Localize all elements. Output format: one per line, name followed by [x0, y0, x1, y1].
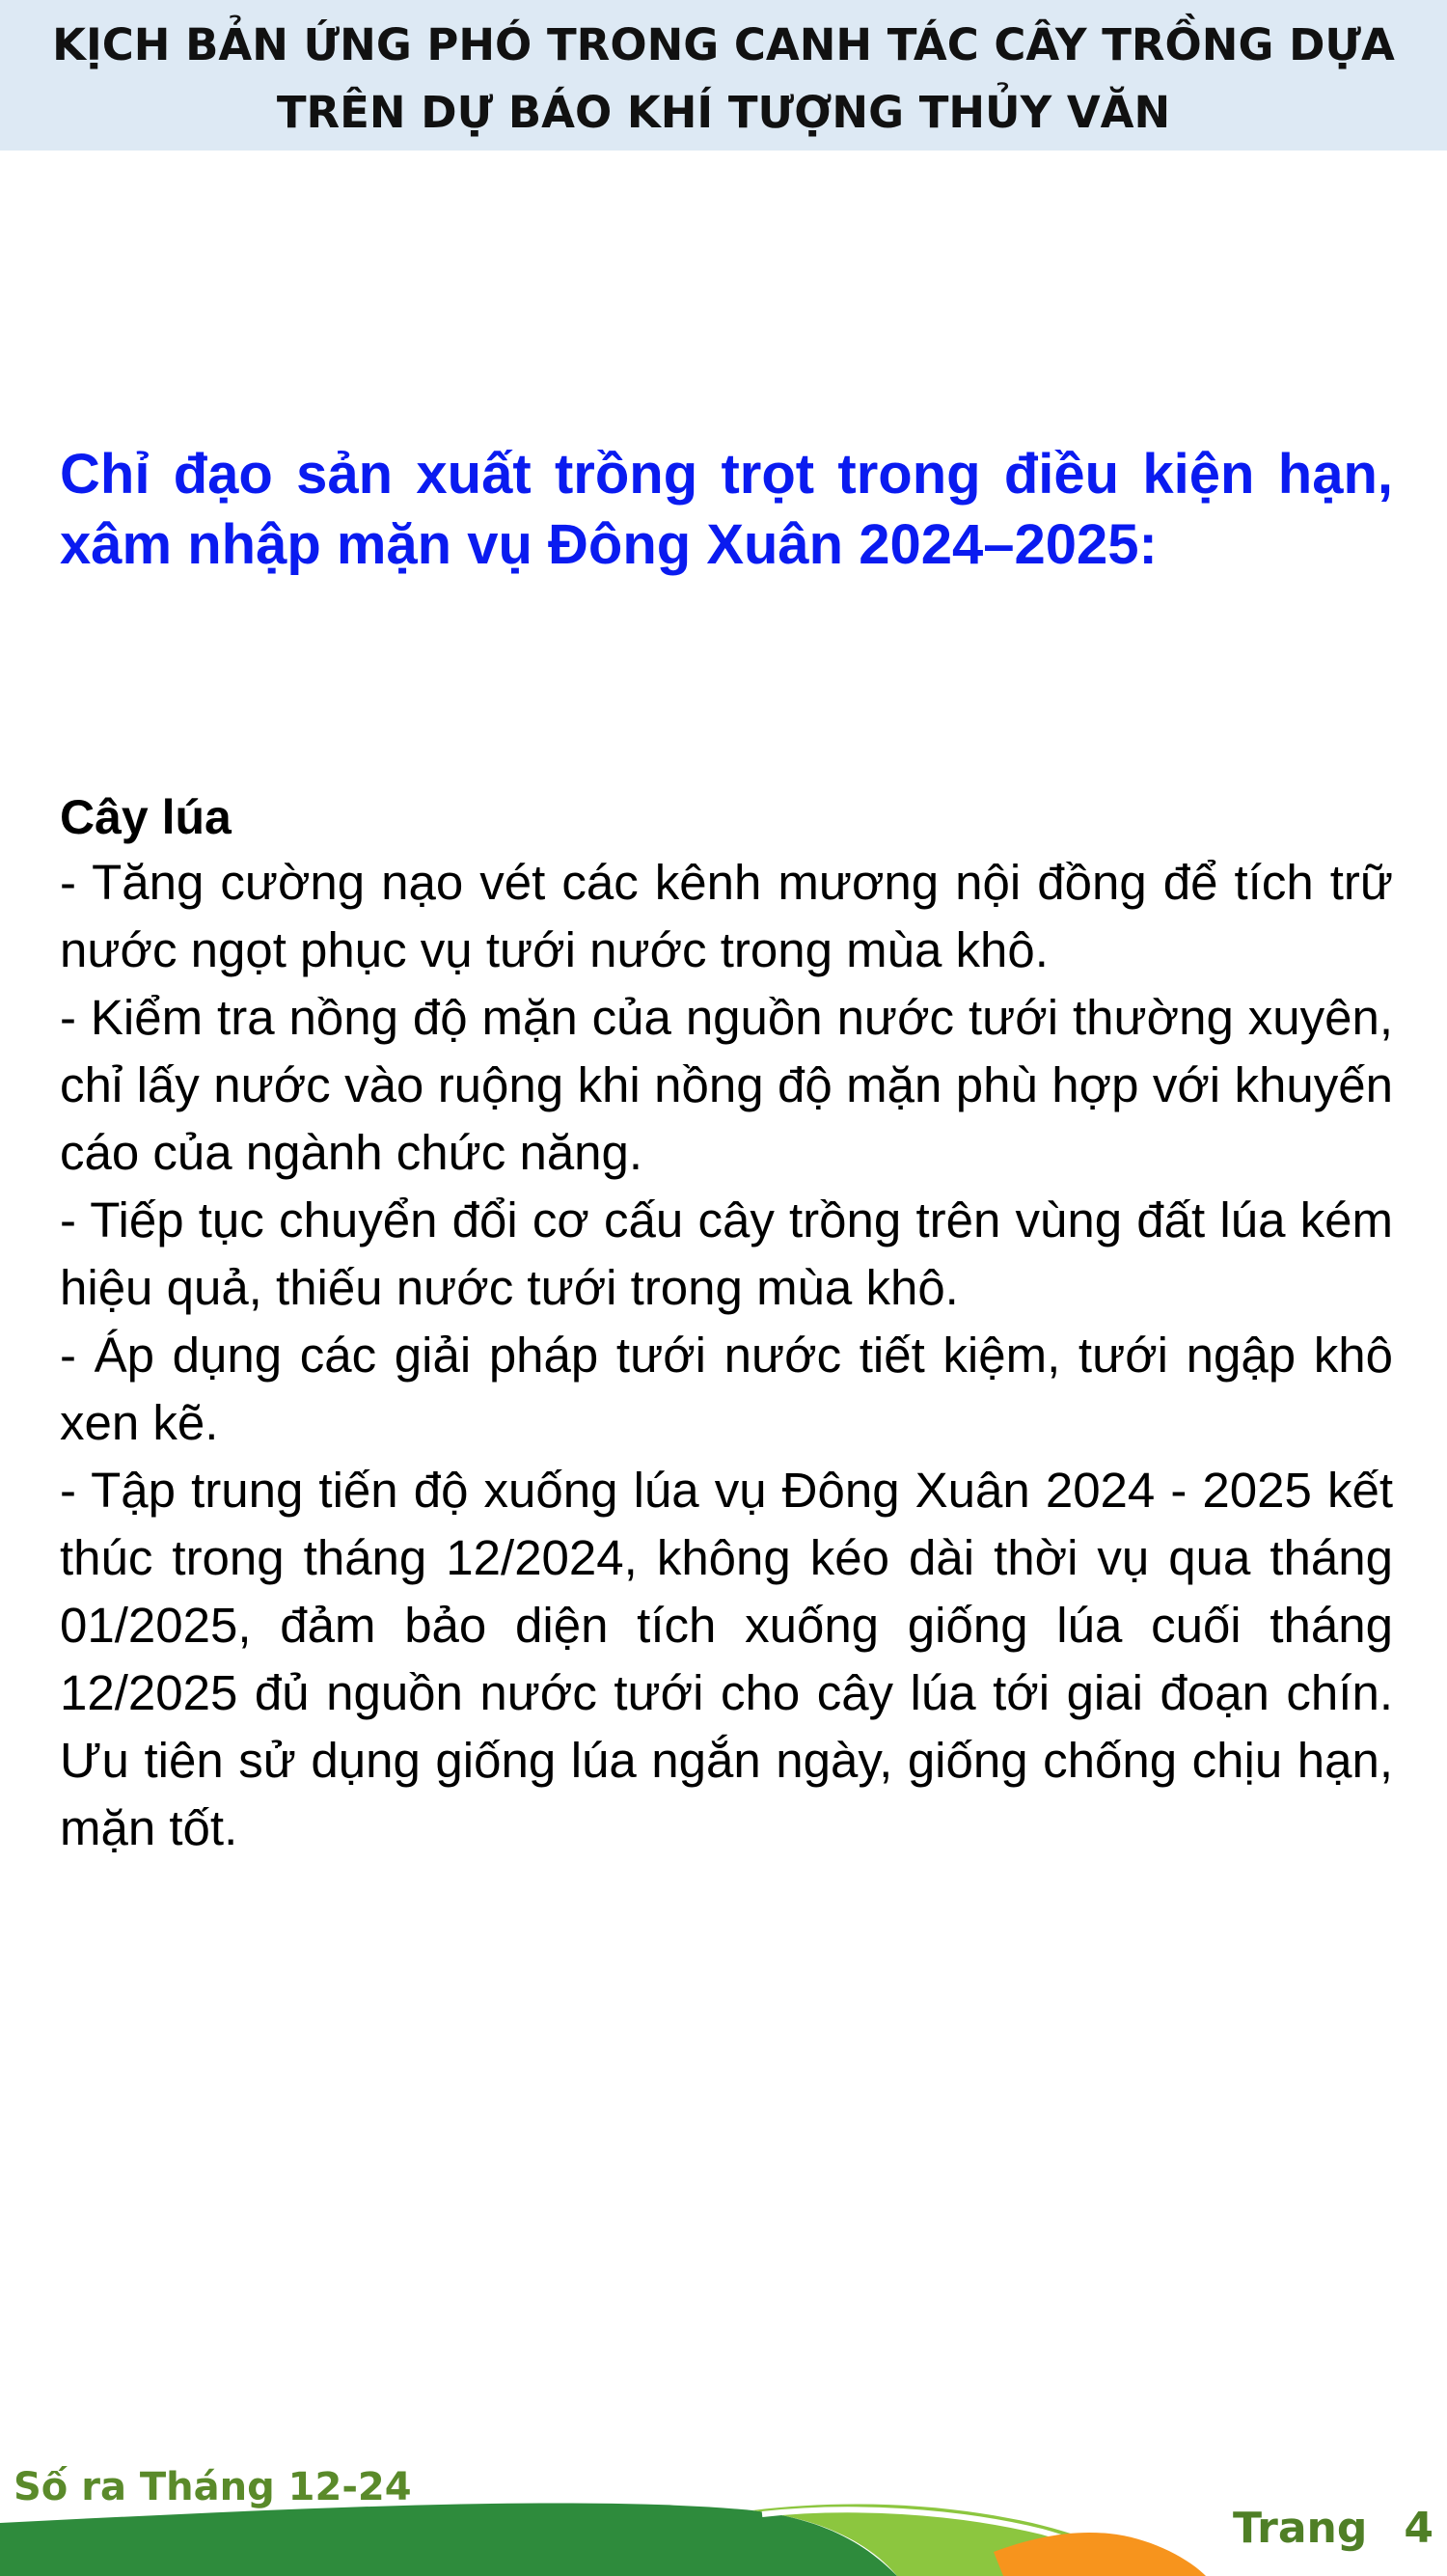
issue-label: Số ra Tháng 12-24	[14, 2465, 412, 2509]
page-number: 4	[1404, 2504, 1433, 2553]
page-number-block	[1233, 2497, 1433, 2561]
page-label: Trang	[1232, 2504, 1368, 2553]
guidance-item: - Kiểm tra nồng độ mặn của nguồn nước tưới thường xuyên, chỉ lấy nước vào ruộng khi nồng độ mặn phù hợp với khuyến cáo của ngành chức năng.	[60, 990, 1393, 1180]
header-title-line-1: KỊCH BẢN ỨNG PHÓ TRONG CANH TÁC CÂY TRỒNG DỰA	[52, 19, 1395, 70]
guidance-item: - Áp dụng các giải pháp tưới nước tiết kiệm, tưới ngập khô xen kẽ.	[60, 1328, 1393, 1450]
header-title-line-2: TRÊN DỰ BÁO KHÍ TƯỢNG THỦY VĂN	[276, 87, 1171, 138]
page-header-title	[0, 12, 1447, 147]
section-heading: Chỉ đạo sản xuất trồng trọt trong điều kiện hạn, xâm nhập mặn vụ Đông Xuân 2024–2025:	[60, 443, 1393, 576]
footer-wave-graphic	[0, 2499, 1447, 2576]
guidance-list	[60, 849, 1393, 1862]
guidance-item: - Tập trung tiến độ xuống lúa vụ Đông Xuân 2024 - 2025 kết thúc trong tháng 12/2024, không kéo dài thời vụ qua tháng 01/2025, đảm bảo diện tích xuống giống lúa cuối tháng 12/2025 đủ nguồn nước tưới cho cây lúa tới giai đoạn chín. Ưu tiên sử dụng giống lúa ngắn ngày, giống chống chịu hạn, mặn tốt.	[60, 1463, 1393, 1855]
guidance-item: - Tiếp tục chuyển đổi cơ cấu cây trồng trên vùng đất lúa kém hiệu quả, thiếu nước tưới trong mùa khô.	[60, 1192, 1393, 1315]
crop-title: Cây lúa	[60, 790, 232, 844]
guidance-item: - Tăng cường nạo vét các kênh mương nội đồng để tích trữ nước ngọt phục vụ tưới nước trong mùa khô.	[60, 855, 1393, 977]
